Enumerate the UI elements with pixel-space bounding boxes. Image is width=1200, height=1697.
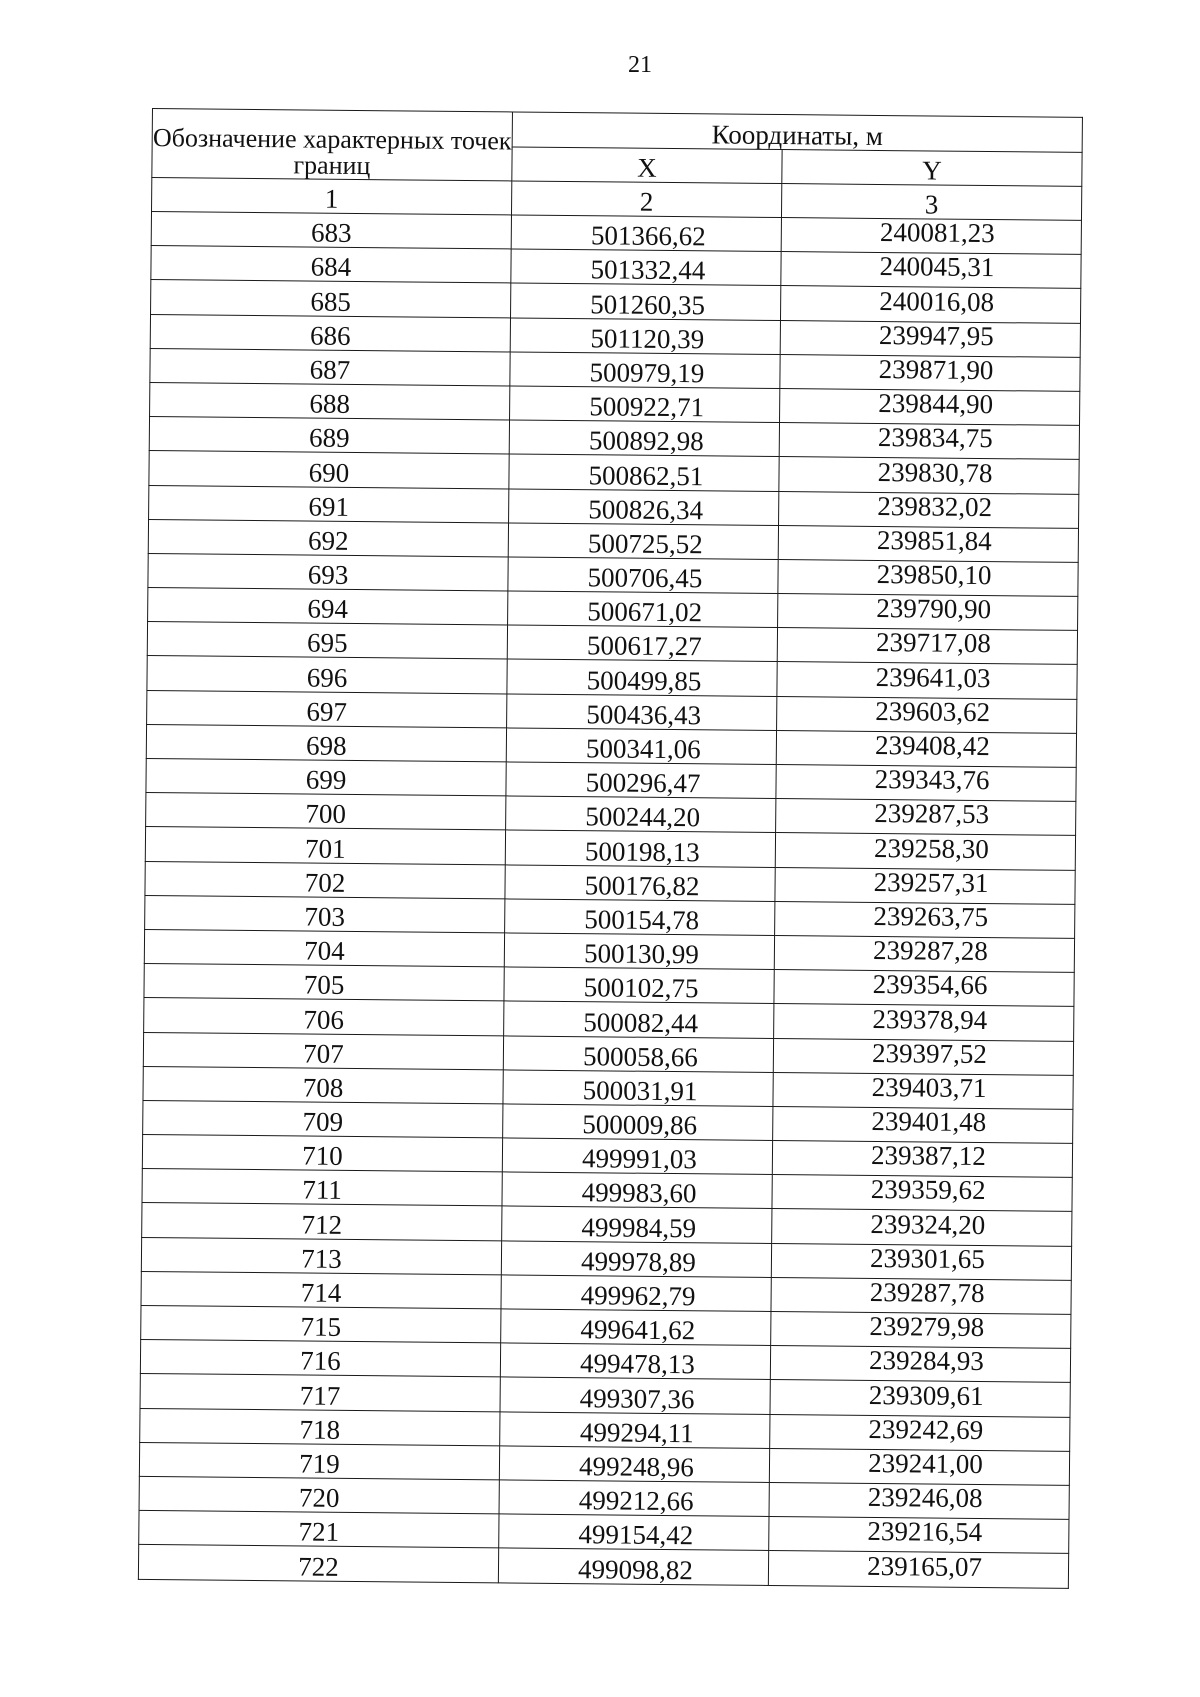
coordinate-x-value: 500862,51 <box>588 459 704 491</box>
coordinate-x <box>511 283 781 320</box>
point-designation: 719 <box>139 1442 499 1480</box>
coordinate-x-value: 501260,35 <box>590 288 706 320</box>
point-designation: 721 <box>139 1511 499 1549</box>
coordinate-x-value: 499978,89 <box>580 1245 696 1278</box>
point-designation: 691 <box>149 485 509 523</box>
coordinate-y <box>769 1482 1069 1519</box>
coordinate-x <box>500 1343 770 1380</box>
coordinate-x <box>499 1514 769 1551</box>
boundary-coordinates-table <box>138 108 1083 1588</box>
point-designation: 709 <box>143 1100 503 1138</box>
coordinate-x-value: 500176,82 <box>584 869 700 902</box>
point-designation: 704 <box>144 929 504 967</box>
coordinate-y-value: 239258,30 <box>873 832 989 864</box>
coordinate-x <box>506 796 776 833</box>
coordinate-y <box>779 457 1079 494</box>
coordinate-y-value: 239287,53 <box>874 798 990 830</box>
coordinate-x <box>501 1275 771 1312</box>
coordinate-y-value: 239830,78 <box>877 456 993 488</box>
point-designation: 703 <box>145 895 505 933</box>
coordinate-y-value: 239832,02 <box>877 490 993 522</box>
coordinate-x <box>507 625 777 662</box>
coordinate-x-value: 500130,99 <box>583 938 699 970</box>
coordinate-y <box>772 1175 1072 1212</box>
point-designation: 694 <box>148 588 508 626</box>
coordinate-x-value: 500725,52 <box>587 528 703 560</box>
coordinate-x-value: 500154,78 <box>584 904 700 936</box>
coordinate-y <box>775 901 1075 938</box>
coordinate-y <box>768 1551 1068 1588</box>
coordinate-x <box>502 1172 772 1209</box>
coordinate-x <box>505 899 775 936</box>
coordinate-y <box>774 1004 1074 1041</box>
coordinate-x-value: 500341,06 <box>585 733 701 765</box>
coordinate-x-value: 499294,11 <box>579 1416 694 1449</box>
coordinate-x <box>510 318 780 355</box>
table-row <box>138 1545 1068 1588</box>
point-designation: 720 <box>139 1476 499 1514</box>
coordinate-y <box>773 1072 1073 1109</box>
point-designation: 713 <box>141 1237 501 1275</box>
coordinate-x-value: 500892,98 <box>588 425 704 457</box>
point-designation: 692 <box>148 519 508 557</box>
coordinate-x-value: 500244,20 <box>585 801 701 833</box>
point-designation: 700 <box>146 793 506 831</box>
coordinate-x-value: 500826,34 <box>588 493 704 525</box>
point-designation: 699 <box>146 758 506 796</box>
coordinate-y <box>777 696 1077 733</box>
point-designation: 696 <box>147 656 507 694</box>
coordinate-y-value: 240045,31 <box>879 251 995 283</box>
coordinate-y <box>770 1346 1070 1383</box>
coordinate-y-value: 239246,08 <box>867 1482 983 1514</box>
coordinate-y-value: 239871,90 <box>878 353 994 386</box>
coordinate-y <box>780 388 1080 425</box>
coordinate-x <box>502 1206 772 1243</box>
coordinate-x <box>505 830 775 867</box>
coordinate-x <box>506 762 776 799</box>
coordinate-y-value: 239284,93 <box>868 1345 985 1377</box>
coordinate-y <box>772 1209 1072 1246</box>
coordinate-x <box>510 386 780 423</box>
coordinate-y <box>776 730 1076 767</box>
coordinate-y-value: 240016,08 <box>879 285 995 317</box>
coordinates-sheet <box>138 108 1082 1588</box>
coordinate-y <box>777 628 1077 665</box>
coordinate-x-value: 500102,75 <box>583 972 699 1004</box>
coordinate-y-value: 239947,95 <box>878 319 994 351</box>
header-x: X <box>512 147 782 184</box>
coordinate-y-value: 239603,62 <box>875 695 991 727</box>
coordinate-x-value: 500058,66 <box>582 1040 698 1072</box>
coordinate-x <box>499 1480 769 1517</box>
coordinate-x <box>500 1411 770 1448</box>
coordinate-y <box>769 1517 1069 1554</box>
coordinate-x <box>504 933 774 970</box>
point-designation: 687 <box>150 348 510 386</box>
point-designation: 684 <box>151 246 511 284</box>
point-designation: 722 <box>138 1545 498 1583</box>
header-coordinates: Координаты, м <box>512 112 1082 152</box>
coordinate-x-value: 499641,62 <box>580 1314 696 1346</box>
coordinate-y-value: 239834,75 <box>877 422 993 454</box>
coordinate-y <box>780 354 1080 391</box>
coordinate-x-value: 500198,13 <box>584 835 700 867</box>
point-designation: 718 <box>140 1408 500 1446</box>
coordinate-x <box>498 1548 768 1585</box>
point-designation: 717 <box>140 1374 500 1412</box>
coordinate-x <box>508 557 778 594</box>
coordinate-y <box>775 867 1075 904</box>
coordinate-y-value: 239165,07 <box>867 1550 983 1582</box>
coordinate-y <box>774 970 1074 1007</box>
coordinate-x <box>501 1241 771 1278</box>
coordinate-x-value: 499991,03 <box>581 1143 697 1175</box>
coordinate-y-value: 239397,52 <box>871 1037 987 1069</box>
coordinate-y <box>773 1106 1073 1143</box>
point-designation: 702 <box>145 861 505 899</box>
coordinate-y-value: 239263,75 <box>873 900 989 933</box>
coordinate-y <box>771 1277 1071 1314</box>
coordinate-x <box>503 1035 773 1072</box>
point-designation: 685 <box>151 280 511 318</box>
point-designation: 695 <box>147 622 507 660</box>
coordinate-x-value: 500009,86 <box>582 1109 698 1141</box>
coordinate-y <box>772 1141 1072 1178</box>
coordinate-y-value: 239401,48 <box>871 1106 987 1138</box>
header-designation: Обозначение характерных точек границ <box>152 109 513 181</box>
coordinate-y <box>770 1414 1070 1451</box>
coordinate-y-value: 239216,54 <box>867 1516 983 1548</box>
coordinate-y <box>777 662 1077 699</box>
coordinate-y <box>769 1448 1069 1485</box>
coordinate-y-value: 239851,84 <box>876 524 992 556</box>
point-designation: 710 <box>142 1135 502 1173</box>
column-number-2: 2 <box>511 181 781 218</box>
coordinate-y-value: 239717,08 <box>875 627 991 659</box>
point-designation: 686 <box>150 314 510 352</box>
coordinate-x <box>503 1070 773 1107</box>
coordinate-y <box>779 423 1079 460</box>
coordinate-x <box>499 1446 769 1483</box>
coordinate-y-value: 239279,98 <box>869 1311 985 1343</box>
coordinate-y-value: 239324,20 <box>870 1208 986 1240</box>
coordinate-x <box>507 659 777 696</box>
point-designation: 705 <box>144 964 504 1002</box>
coordinate-x-value: 500499,85 <box>586 664 702 696</box>
coordinate-x-value: 499983,60 <box>581 1177 697 1209</box>
coordinate-x-value: 500671,02 <box>587 596 703 628</box>
coordinate-y-value: 239641,03 <box>875 661 991 693</box>
point-designation: 711 <box>142 1169 502 1207</box>
coordinate-y <box>780 286 1080 323</box>
coordinate-y-value: 239257,31 <box>873 866 989 898</box>
coordinate-x-value: 499962,79 <box>580 1280 696 1312</box>
point-designation: 697 <box>147 690 507 728</box>
coordinate-x-value: 501120,39 <box>590 322 705 355</box>
coordinate-x <box>503 1104 773 1141</box>
coordinate-x-value: 500617,27 <box>586 630 702 662</box>
coordinate-x-value: 501366,62 <box>590 220 706 252</box>
coordinate-y <box>779 491 1079 528</box>
coordinate-x-value: 499984,59 <box>581 1211 697 1243</box>
coordinate-x-value: 500296,47 <box>585 767 701 799</box>
coordinate-y-value: 240081,23 <box>879 217 995 249</box>
coordinate-x-value: 499478,13 <box>579 1348 695 1380</box>
coordinate-y-value: 239287,78 <box>869 1276 985 1309</box>
coordinate-y <box>774 935 1074 972</box>
coordinate-x-value: 499212,66 <box>578 1485 694 1517</box>
point-designation: 712 <box>142 1203 502 1241</box>
coordinate-x-value: 501332,44 <box>590 254 706 286</box>
coordinate-x-value: 500706,45 <box>587 562 703 594</box>
coordinate-y <box>778 525 1078 562</box>
coordinate-y <box>781 252 1081 289</box>
coordinate-y <box>778 594 1078 631</box>
coordinate-y <box>775 833 1075 870</box>
coordinate-y-value: 239359,62 <box>870 1174 986 1206</box>
page-number: 21 <box>628 52 652 78</box>
point-designation: 701 <box>145 827 505 865</box>
coordinate-y <box>771 1243 1071 1280</box>
coordinate-y-value: 239287,28 <box>872 935 988 967</box>
column-number-3: 3 <box>781 184 1081 221</box>
coordinate-y-value: 239354,66 <box>872 969 988 1001</box>
coordinate-x-value: 500979,19 <box>589 357 705 389</box>
point-designation: 683 <box>151 212 511 250</box>
coordinate-x <box>509 454 779 491</box>
coordinate-x <box>502 1138 772 1175</box>
coordinate-x <box>511 249 781 286</box>
coordinate-x <box>507 694 777 731</box>
coordinate-y <box>770 1380 1070 1417</box>
point-designation: 688 <box>150 382 510 420</box>
coordinate-y-value: 239378,94 <box>872 1003 988 1035</box>
coordinate-y <box>776 765 1076 802</box>
point-designation: 693 <box>148 553 508 591</box>
coordinate-x-value: 499248,96 <box>578 1451 694 1483</box>
column-number-1: 1 <box>152 178 512 215</box>
coordinate-x-value: 500436,43 <box>586 699 702 731</box>
coordinate-x <box>504 967 774 1004</box>
coordinate-x <box>510 352 780 389</box>
coordinate-y-value: 239343,76 <box>874 764 990 796</box>
coordinate-x-value: 500922,71 <box>589 391 705 423</box>
coordinate-x-value: 499307,36 <box>579 1382 695 1414</box>
coordinate-x <box>505 864 775 901</box>
coordinate-y-value: 239309,61 <box>868 1379 984 1411</box>
point-designation: 706 <box>144 998 504 1036</box>
coordinate-y <box>781 218 1081 255</box>
point-designation: 707 <box>143 1032 503 1070</box>
coordinate-y-value: 239844,90 <box>878 388 994 420</box>
coordinate-x-value: 499098,82 <box>577 1553 694 1585</box>
coordinate-x-value: 500031,91 <box>582 1075 698 1107</box>
coordinate-y-value: 239241,00 <box>868 1447 984 1479</box>
coordinate-y <box>778 559 1078 596</box>
coordinate-x <box>508 591 778 628</box>
point-designation: 714 <box>141 1271 501 1309</box>
coordinate-x <box>501 1309 771 1346</box>
coordinate-x <box>506 728 776 765</box>
point-designation: 690 <box>149 451 509 489</box>
coordinate-y-value: 239850,10 <box>876 559 992 591</box>
coordinate-y-value: 239403,71 <box>871 1071 987 1103</box>
coordinate-x <box>509 420 779 457</box>
coordinate-x <box>500 1377 770 1414</box>
coordinate-x <box>511 215 781 252</box>
point-designation: 698 <box>146 724 506 762</box>
coordinate-y <box>773 1038 1073 1075</box>
coordinate-y <box>771 1311 1071 1348</box>
point-designation: 716 <box>140 1340 500 1378</box>
coordinate-y-value: 239790,90 <box>876 593 992 625</box>
coordinate-y-value: 239301,65 <box>869 1242 986 1274</box>
coordinate-x-value: 499154,42 <box>578 1519 694 1551</box>
coordinate-y-value: 239387,12 <box>870 1140 986 1172</box>
point-designation: 708 <box>143 1066 503 1104</box>
coordinate-x <box>504 1001 774 1038</box>
table-header-row <box>152 109 1082 153</box>
point-designation: 715 <box>141 1305 501 1343</box>
coordinate-y <box>776 799 1076 836</box>
point-designation: 689 <box>149 417 509 455</box>
coordinate-x-value: 500082,44 <box>583 1006 699 1038</box>
coordinate-x <box>509 488 779 525</box>
header-y: Y <box>782 150 1082 187</box>
coordinate-y-value: 239408,42 <box>874 729 990 762</box>
coordinate-y-value: 239242,69 <box>868 1413 984 1445</box>
coordinate-x <box>508 523 778 560</box>
coordinate-y <box>780 320 1080 357</box>
